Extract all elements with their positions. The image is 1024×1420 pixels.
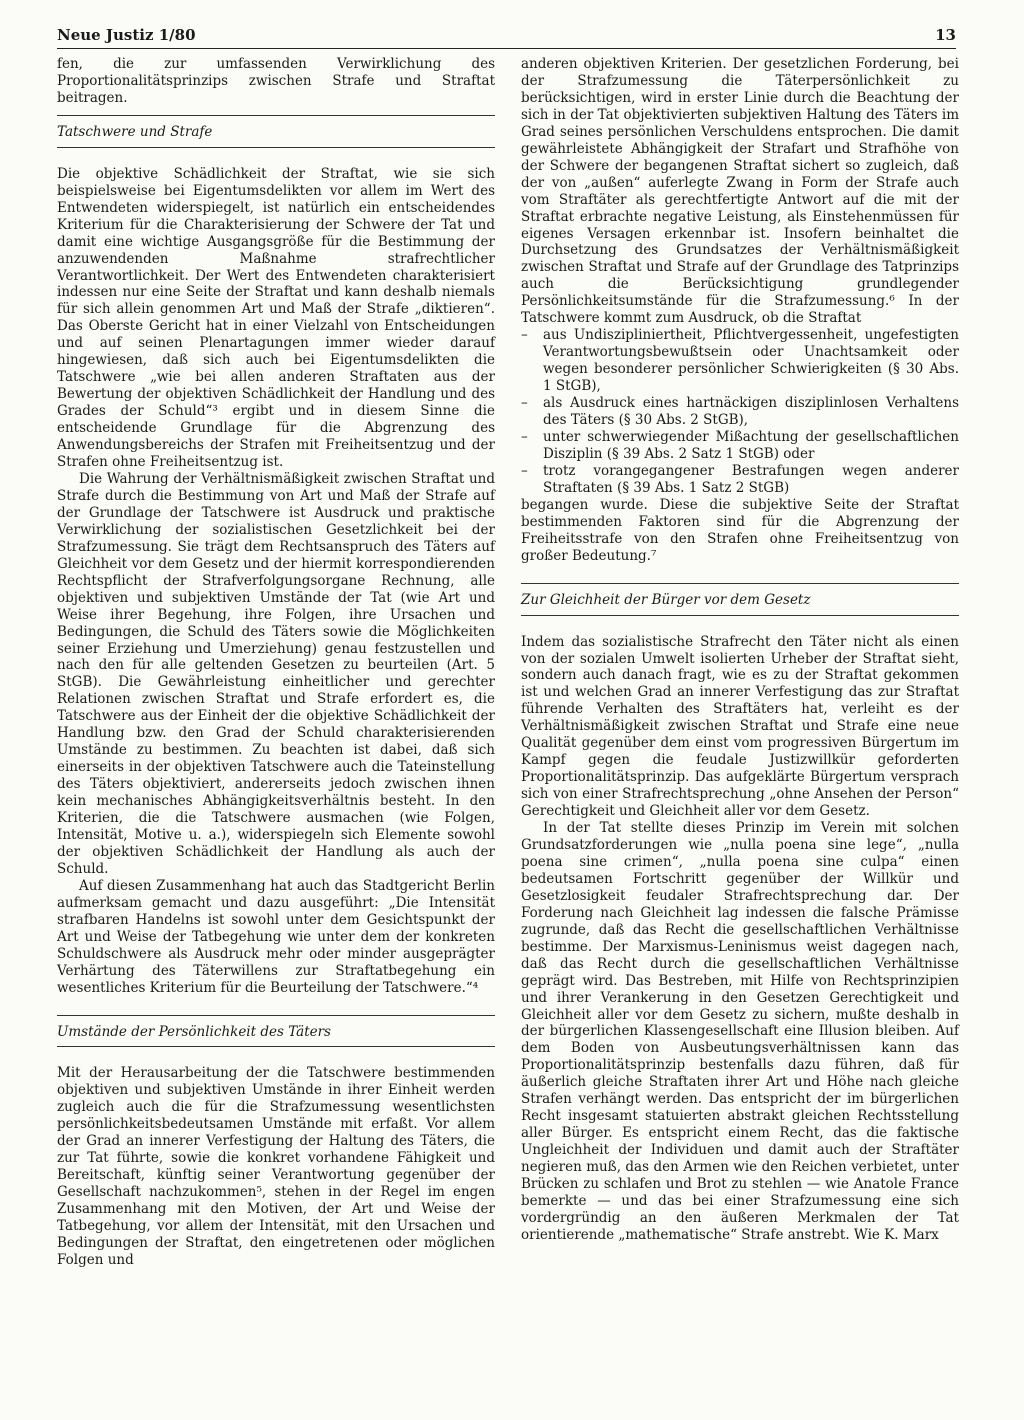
dash-list xyxy=(521,327,959,497)
list-item: – als Ausdruck eines hartnäckigen disziplinlosen Verhaltens des Täters (§ 30 Abs. 2 StGB), xyxy=(521,395,959,429)
paragraph: begangen wurde. Diese die subjektive Seite der Straftat bestimmenden Faktoren sind für die Abgrenzung der Freiheitsstrafe von den Strafen ohne Freiheitsentzug von großer Bedeutung.⁷ xyxy=(521,496,959,564)
section-heading-persoenlichkeit: Umstände der Persönlichkeit des Täters xyxy=(57,1015,495,1048)
list-item: – aus Undiszipliniertheit, Pflichtvergessenheit, ungefestigten Verantwortungsbewußtsein oder Unachtsamkeit oder wegen besonderer persönlicher Schwierigkeiten (§ 30 Abs. 1 StGB), xyxy=(521,327,959,395)
running-header xyxy=(57,26,956,44)
paragraph: Indem das sozialistische Strafrecht den Täter nicht als einen von der sozialen Umwelt isolierten Urheber der Straftat sieht, sondern auch danach fragt, wie es zu der Straftat gekommen ist und welchen Grad an innerer Verfestigung das zur Straftat führende Verhalten des Straftäters hat, verleiht es der Verhältnismäßigkeit zwischen Straftat und Strafe eine neue Qualität gegenüber dem einst vom progressiven Bürgertum im Kampf gegen die feudale Justizwillkür geforderten Proportionalitätsprinzip. Das aufgeklärte Bürgertum versprach sich von einer Strafrechtsprechung „ohne Ansehen der Person“ Gerechtigkeit und Gleichheit aller vor dem Gesetz. xyxy=(521,633,959,820)
paragraph: anderen objektiven Kriterien. Der gesetzlichen Forderung, bei der Strafzumessung die Täterpersönlichkeit zu berücksichtigen, wird in erster Linie durch die Beachtung der sich in der Tat objektivierten subjektiven Haltung des Täters im Grad seines persönlichen Verschuldens entsprochen. Die damit gewährleistete Abhängigkeit der Strafart und Strafhöhe von der Schwere der begangenen Straftat sichert so zugleich, daß der von „außen“ auferlegte Zwang in Form der Strafe auch vom Straftäter als gerechtfertigte Antwort auf die mit der Straftat erbrachte negative Leistung, als Einstehenmüssen für eigenes Versagen erkennbar ist. Insofern beinhaltet die Durchsetzung des Grundsatzes der Verhältnismäßigkeit zwischen Straftat und Strafe auf der Grundlage des Tatprinzips auch die Berücksichtigung grundlegender Persönlichkeitsumstände für die Strafzumessung.⁶ In der Tatschwere kommt zum Ausdruck, ob die Straftat xyxy=(521,56,959,327)
paragraph: Die Wahrung der Verhältnismäßigkeit zwischen Straftat und Strafe durch die Bestimmung von Art und Maß der Strafe auf der Grundlage der Tatschwere ist Ausdruck und praktische Verwirklichung der sozialistischen Gesetzlichkeit bei der Strafzumessung. Sie trägt dem Rechtsanspruch des Täters auf Gleichheit vor dem Gesetz und der hiermit korrespondierenden Rechtspflicht der Strafverfolgungsorgane Rechnung, alle objektiven und subjektiven Umstände der Tat (wie Art und Weise ihrer Begehung, ihre Folgen, ihre Ursachen und Bedingungen, die Schuld des Täters sowie die Möglichkeiten seiner Erziehung und Umerziehung) genau festzustellen und nach den für alle geltenden Gesetzen zu beurteilen (Art. 5 StGB). Die Gewährleistung einheitlicher und gerechter Relationen zwischen Straftat und Strafe erfordert es, die Tatschwere aus der Einheit der die objektive Schädlichkeit der Handlung bzw. den Grad der Schuld charakterisierenden Umstände zu bestimmen. Zu beachten ist dabei, daß sich einerseits in der objektiven Tatschwere auch die Tateinstellung des Täters objektiviert, andererseits jedoch zwischen ihnen kein mechanisches Abhängigkeitsverhältnis besteht. In den Kriterien, die die Tatschwere ausmachen (wie Folgen, Intensität, Motive u. a.), widerspiegeln sich Elemente sowohl der objektiven Schädlichkeit der Handlung als auch der Schuld. xyxy=(57,470,495,877)
intro-paragraph: fen, die zur umfassenden Verwirklichung des Proportionalitätsprinzips zwischen Strafe und Straftat beitragen. xyxy=(57,56,495,106)
list-item: – trotz vorangegangener Bestrafungen wegen anderer Straftaten (§ 39 Abs. 1 Satz 2 StGB) xyxy=(521,463,959,497)
paragraph: Auf diesen Zusammenhang hat auch das Stadtgericht Berlin aufmerksam gemacht und dazu ausgeführt: „Die Intensität strafbaren Handelns ist sowohl unter dem Gesichtspunkt der Art und Weise der Tatbegehung wie unter dem der konkreten Schuldschwere als Ausdruck mehr oder minder ausgeprägter Verhärtung des Täterwillens zur Straftatbegehung ein wesentliches Kriterium für die Beurteilung der Tatschwere.“⁴ xyxy=(57,877,495,996)
section-heading-gleichheit: Zur Gleichheit der Bürger vor dem Gesetz xyxy=(521,583,959,616)
paragraph: Mit der Herausarbeitung der die Tatschwere bestimmenden objektiven und subjektiven Umstände in ihrer Einheit werden zugleich auch die für die Strafzumessung wesentlichsten persönlichkeitsbedeutsamen Umstände mit erfaßt. Vor allem der Grad an innerer Verfestigung der Haltung des Täters, die zur Tat führte, sowie die konkret vorhandene Fähigkeit und Bereitschaft, künftig seiner Verantwortung gegenüber der Gesellschaft nachzukommen⁵, stehen in der Regel im engen Zusammenhang mit den Motiven, der Art und Weise der Tatbegehung, vor allem der Intensität, mit den Ursachen und Bedingungen der Straftat, den eingetretenen oder möglichen Folgen und xyxy=(57,1065,495,1268)
list-item: – unter schwerwiegender Mißachtung der gesellschaftlichen Disziplin (§ 39 Abs. 2 Satz 1 StGB) oder xyxy=(521,429,959,463)
right-column xyxy=(521,56,959,1244)
section-heading-tatschwere: Tatschwere und Strafe xyxy=(57,115,495,148)
journal-title: Neue Justiz 1/80 xyxy=(57,26,196,44)
header-rule xyxy=(57,48,956,49)
paragraph: In der Tat stellte dieses Prinzip im Verein mit solchen Grundsatzforderungen wie „nulla poena sine lege“, „nulla poena sine crimen“, „nulla poena sine culpa“ einen bedeutsamen Fortschritt gegenüber der Willkür und Gesetzlosigkeit feudaler Strafrechtsprechung dar. Der Forderung nach Gleichheit lag indessen die falsche Prämisse zugrunde, daß das Recht die gesellschaftlichen Verhältnisse bestimme. Der Marxismus-Leninismus weist dagegen nach, daß das Recht durch die gesellschaftlichen Verhältnisse geprägt wird. Das Bestreben, mit Hilfe von Rechtsprinzipien und ihrer Verankerung in den Gesetzen Gerechtigkeit und Gleichheit aller vor dem Gesetz zu sichern, mußte deshalb in der bürgerlichen Klassengesellschaft eine Illusion bleiben. Auf dem Boden von Ausbeutungsverhältnissen kann das Proportionalitätsprinzip bestenfalls dazu führen, daß für äußerlich gleiche Straftaten ihrer Art und Höhe nach gleiche Strafen verhängt werden. Das entspricht der im bürgerlichen Recht insgesamt statuierten abstrakt gleichen Rechtsstellung aller Bürger. Es entspricht einem Recht, das die faktische Ungleichheit der Individuen und damit auch der Straftäter negieren muß, das den Armen wie den Reichen verbietet, unter Brücken zu schlafen und Brot zu stehlen — wie Anatole France bemerkte — und das bei einer Strafzumessung eine sich vordergründig an den äußeren Merkmalen der Tat orientierende „mathematische“ Strafe anstrebt. Wie K. Marx xyxy=(521,820,959,1243)
left-column xyxy=(57,56,495,1269)
page-number: 13 xyxy=(935,26,956,44)
paragraph: Die objektive Schädlichkeit der Straftat, wie sie sich beispielsweise bei Eigentumsdelikten vor allem im Wert des Entwendeten widerspiegelt, ist natürlich ein entscheidendes Kriterium für die Charakterisierung der Schwere der Tat und damit eine wichtige Ausgangsgröße für die Bestimmung der anzuwendenden Maßnahme strafrechtlicher Verantwortlichkeit. Der Wert des Entwendeten charakterisiert indessen nur eine Seite der Straftat und kann deshalb niemals für sich allein genommen Art und Maß der Strafe „diktieren“. Das Oberste Gericht hat in einer Vielzahl von Entscheidungen und auf seinen Plenartagungen immer wieder darauf hingewiesen, daß sich auch bei Eigentumsdelikten die Tatschwere „wie bei allen anderen Straftaten aus der Bewertung der objektiven Schädlichkeit der Handlung und des Grades der Schuld“³ ergibt und in diesem Sinne die entscheidende Grundlage für die Abgrenzung des Anwendungsbereichs der Strafen mit Freiheitsentzug und der Strafen ohne Freiheitsentzug ist. xyxy=(57,165,495,471)
